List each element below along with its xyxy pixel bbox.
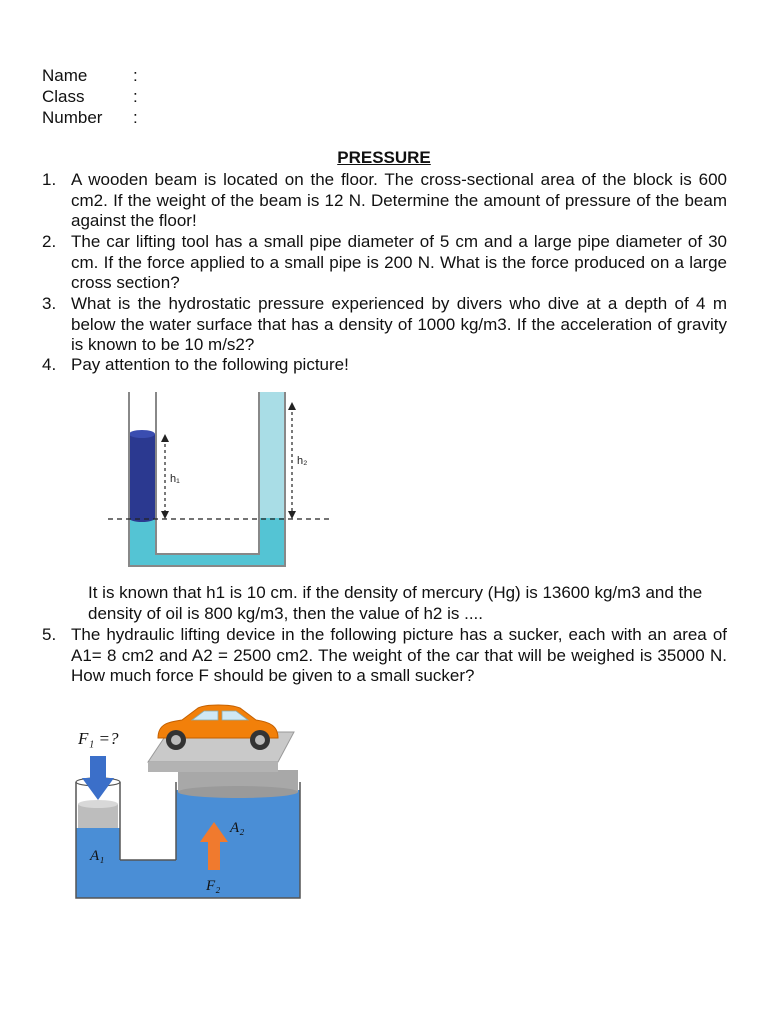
a2-label: A₂ bbox=[230, 820, 245, 836]
a1-label: A₁ bbox=[90, 848, 105, 864]
question-4-text: Pay attention to the following picture! bbox=[71, 355, 349, 374]
question-2-text: The car lifting tool has a small pipe diameter of 5 cm and a large pipe diameter of 30 cm. If the force applied to a small pipe is 200 N. What is the force produced on a large cross section? bbox=[71, 232, 727, 293]
f2-label: F₂ bbox=[206, 878, 221, 894]
number-label: Number bbox=[42, 108, 103, 127]
water-base bbox=[129, 518, 285, 566]
question-5-text: The hydraulic lifting device in the following picture has a sucker, each with an area of A1= 8 cm2 and A2 = 2500 cm2. The weight of the car that will be weighed is 35000 N. How much force F should be given to a small sucker? bbox=[71, 625, 727, 686]
force-down-arrow-icon bbox=[82, 756, 114, 800]
question-4-followup: It is known that h1 is 10 cm. if the density of mercury (Hg) is 13600 kg/m3 and the density of oil is 800 kg/m3, then the value of h2 is .... bbox=[88, 583, 703, 623]
oil-column bbox=[259, 392, 285, 518]
number-colon: : bbox=[133, 108, 138, 127]
mercury-column bbox=[129, 434, 155, 518]
h1-arrow-bottom bbox=[161, 511, 169, 519]
name-colon: : bbox=[133, 66, 138, 85]
h2-label: h₂ bbox=[297, 455, 308, 467]
question-5-number: 5. bbox=[42, 625, 57, 644]
hydraulic-lift-figure bbox=[70, 700, 310, 910]
question-4-number: 4. bbox=[42, 355, 57, 374]
u-tube-figure bbox=[100, 388, 340, 578]
f1-label: F₁ =? bbox=[78, 729, 119, 748]
large-piston-bottom bbox=[178, 786, 298, 798]
h1-label: h₁ bbox=[170, 473, 180, 485]
mercury-top bbox=[129, 430, 155, 438]
mercury-bottom bbox=[129, 514, 155, 522]
class-colon: : bbox=[133, 87, 138, 106]
h2-arrow-bottom bbox=[288, 511, 296, 519]
h1-arrow-top bbox=[161, 434, 169, 442]
question-1-text: A wooden beam is located on the floor. The cross-sectional area of the block is 600 cm2. If the weight of the beam is 12 N. Determine the amount of pressure of the beam against the floor! bbox=[71, 170, 727, 231]
page-title: PRESSURE bbox=[337, 148, 431, 167]
question-2-number: 2. bbox=[42, 232, 57, 251]
name-label: Name bbox=[42, 66, 88, 85]
h2-arrow-top bbox=[288, 402, 296, 410]
car-platform-edge bbox=[148, 762, 278, 772]
question-3-text: What is the hydrostatic pressure experienced by divers who dive at a depth of 4 m below the water surface that has a density of 1000 kg/m3. If the acceleration of gravity is known to be 10 m/s2? bbox=[71, 294, 727, 355]
question-3-number: 3. bbox=[42, 294, 57, 313]
small-piston-top bbox=[78, 800, 118, 808]
class-label: Class bbox=[42, 87, 85, 106]
question-1-number: 1. bbox=[42, 170, 57, 189]
